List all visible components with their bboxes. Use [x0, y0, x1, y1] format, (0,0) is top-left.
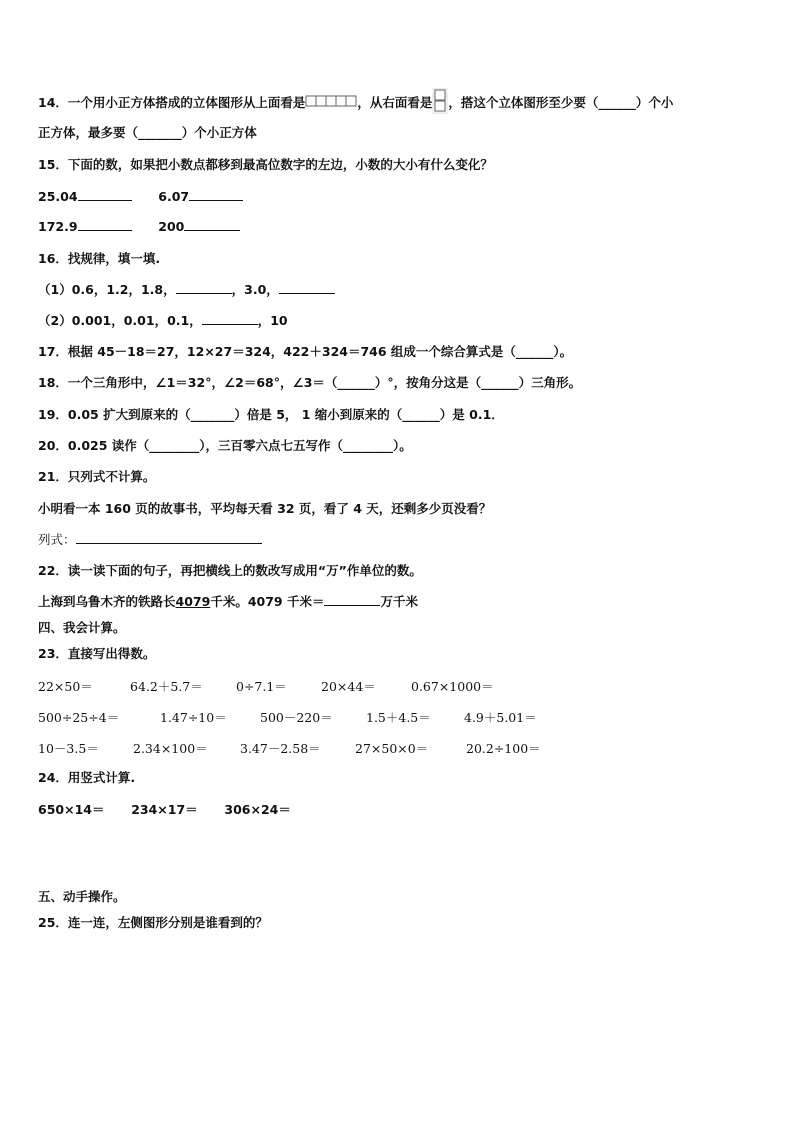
q14-text-c: ，搭这个立体图形至少要（______）个小 [448, 95, 674, 110]
question-22-sentence [38, 593, 418, 611]
calc-item: 20×44＝ [321, 679, 376, 694]
question-19: 19．0.05 扩大到原来的（_______）倍是 5， 1 缩小到原来的（______）是 0.1． [38, 407, 504, 422]
calc-item: 20.2÷100＝ [466, 741, 541, 756]
question-15-row-2 [38, 218, 240, 236]
q16-seq2-b: ，10 [257, 313, 288, 328]
q15-number-1: 25.04 [38, 189, 78, 204]
question-15-title: 15．下面的数，如果把小数点都移到最高位数字的左边，小数的大小有什么变化？ [38, 157, 493, 172]
question-16-title: 16．找规律，填一填. [38, 251, 161, 266]
calc-item: 500－220＝ [260, 710, 333, 725]
calc-item: 27×50×0＝ [355, 741, 429, 756]
q15-number-4: 200 [158, 219, 185, 234]
answer-blank[interactable] [184, 218, 240, 231]
answer-blank[interactable] [78, 188, 132, 201]
calc-item: 22×50＝ [38, 679, 93, 694]
question-17: 17．根据 45－18＝27，12×27＝324，422＋324＝746 组成一个综合算式是（______）。 [38, 344, 573, 359]
question-24-items [38, 801, 291, 819]
q22-text-a: 上海到乌鲁木齐的铁路长 [38, 594, 176, 609]
calc-item: 0.67×1000＝ [411, 679, 494, 694]
question-21-formula [38, 531, 262, 549]
question-16-sequence-1 [38, 281, 335, 299]
question-21-title: 21．只列式不计算。 [38, 469, 156, 484]
q15-number-3: 172.9 [38, 219, 78, 234]
q22-text-c: 万千米 [380, 594, 418, 609]
question-22-title: 22．读一读下面的句子，再把横线上的数改写成用“万”作单位的数。 [38, 563, 422, 578]
question-20: 20．0.025 读作（________），三百零六点七五写作（________）。 [38, 438, 412, 453]
answer-blank[interactable] [202, 312, 258, 325]
answer-blank[interactable] [324, 593, 380, 606]
calc-item: 500÷25÷4＝ [38, 710, 120, 725]
calc-item: 2.34×100＝ [133, 741, 208, 756]
q16-seq1-b: ，3.0， [231, 282, 279, 297]
section-4-heading: 四、我会计算。 [38, 620, 126, 635]
calc-item: 1.47÷10＝ [160, 710, 227, 725]
vertical-calc-item: 650×14＝ [38, 802, 105, 817]
five-squares-row-icon [305, 94, 357, 113]
formula-label: 列式： [38, 532, 76, 547]
q16-seq1-a: （1）0.6，1.2，1.8， [38, 282, 176, 297]
calc-item: 64.2＋5.7＝ [130, 679, 203, 694]
vertical-calc-item: 234×17＝ [131, 802, 198, 817]
question-25: 25．连一连，左侧图形分别是谁看到的？ [38, 915, 268, 930]
question-18: 18．一个三角形中，∠1＝32°，∠2＝68°，∠3＝（______）°，按角分这是（______）三角形。 [38, 375, 582, 390]
q14-text-a: 14．一个用小正方体搭成的立体图形从上面看是 [38, 95, 306, 110]
two-squares-column-icon [432, 88, 448, 119]
answer-blank[interactable] [279, 281, 335, 294]
question-23-title: 23．直接写出得数。 [38, 646, 156, 661]
q14-text-b: ，从右面看是 [357, 95, 433, 110]
q22-text-b: 千米。4079 千米＝ [210, 594, 325, 609]
calc-item: 0÷7.1＝ [236, 679, 287, 694]
calc-item: 10－3.5＝ [38, 741, 99, 756]
formula-answer-blank[interactable] [76, 531, 262, 544]
question-14-line-1 [38, 88, 673, 119]
answer-blank[interactable] [78, 218, 132, 231]
vertical-calc-item: 306×24＝ [224, 802, 291, 817]
q15-number-2: 6.07 [158, 189, 190, 204]
question-24-title: 24．用竖式计算. [38, 770, 136, 785]
question-14-line-2: 正方体，最多要（_______）个小正方体 [38, 125, 257, 140]
calc-item: 3.47－2.58＝ [240, 741, 321, 756]
calc-item: 4.9＋5.01＝ [464, 710, 537, 725]
question-21-problem: 小明看一本 160 页的故事书，平均每天看 32 页，看了 4 天，还剩多少页没看？ [38, 501, 492, 516]
section-5-heading: 五、动手操作。 [38, 889, 126, 904]
q22-underlined-number: 4079 [175, 594, 211, 609]
question-16-sequence-2 [38, 312, 288, 330]
q16-seq2-a: （2）0.001，0.01，0.1， [38, 313, 202, 328]
question-15-row-1 [38, 188, 243, 206]
calc-item: 1.5＋4.5＝ [366, 710, 431, 725]
answer-blank[interactable] [189, 188, 243, 201]
answer-blank[interactable] [176, 281, 232, 294]
